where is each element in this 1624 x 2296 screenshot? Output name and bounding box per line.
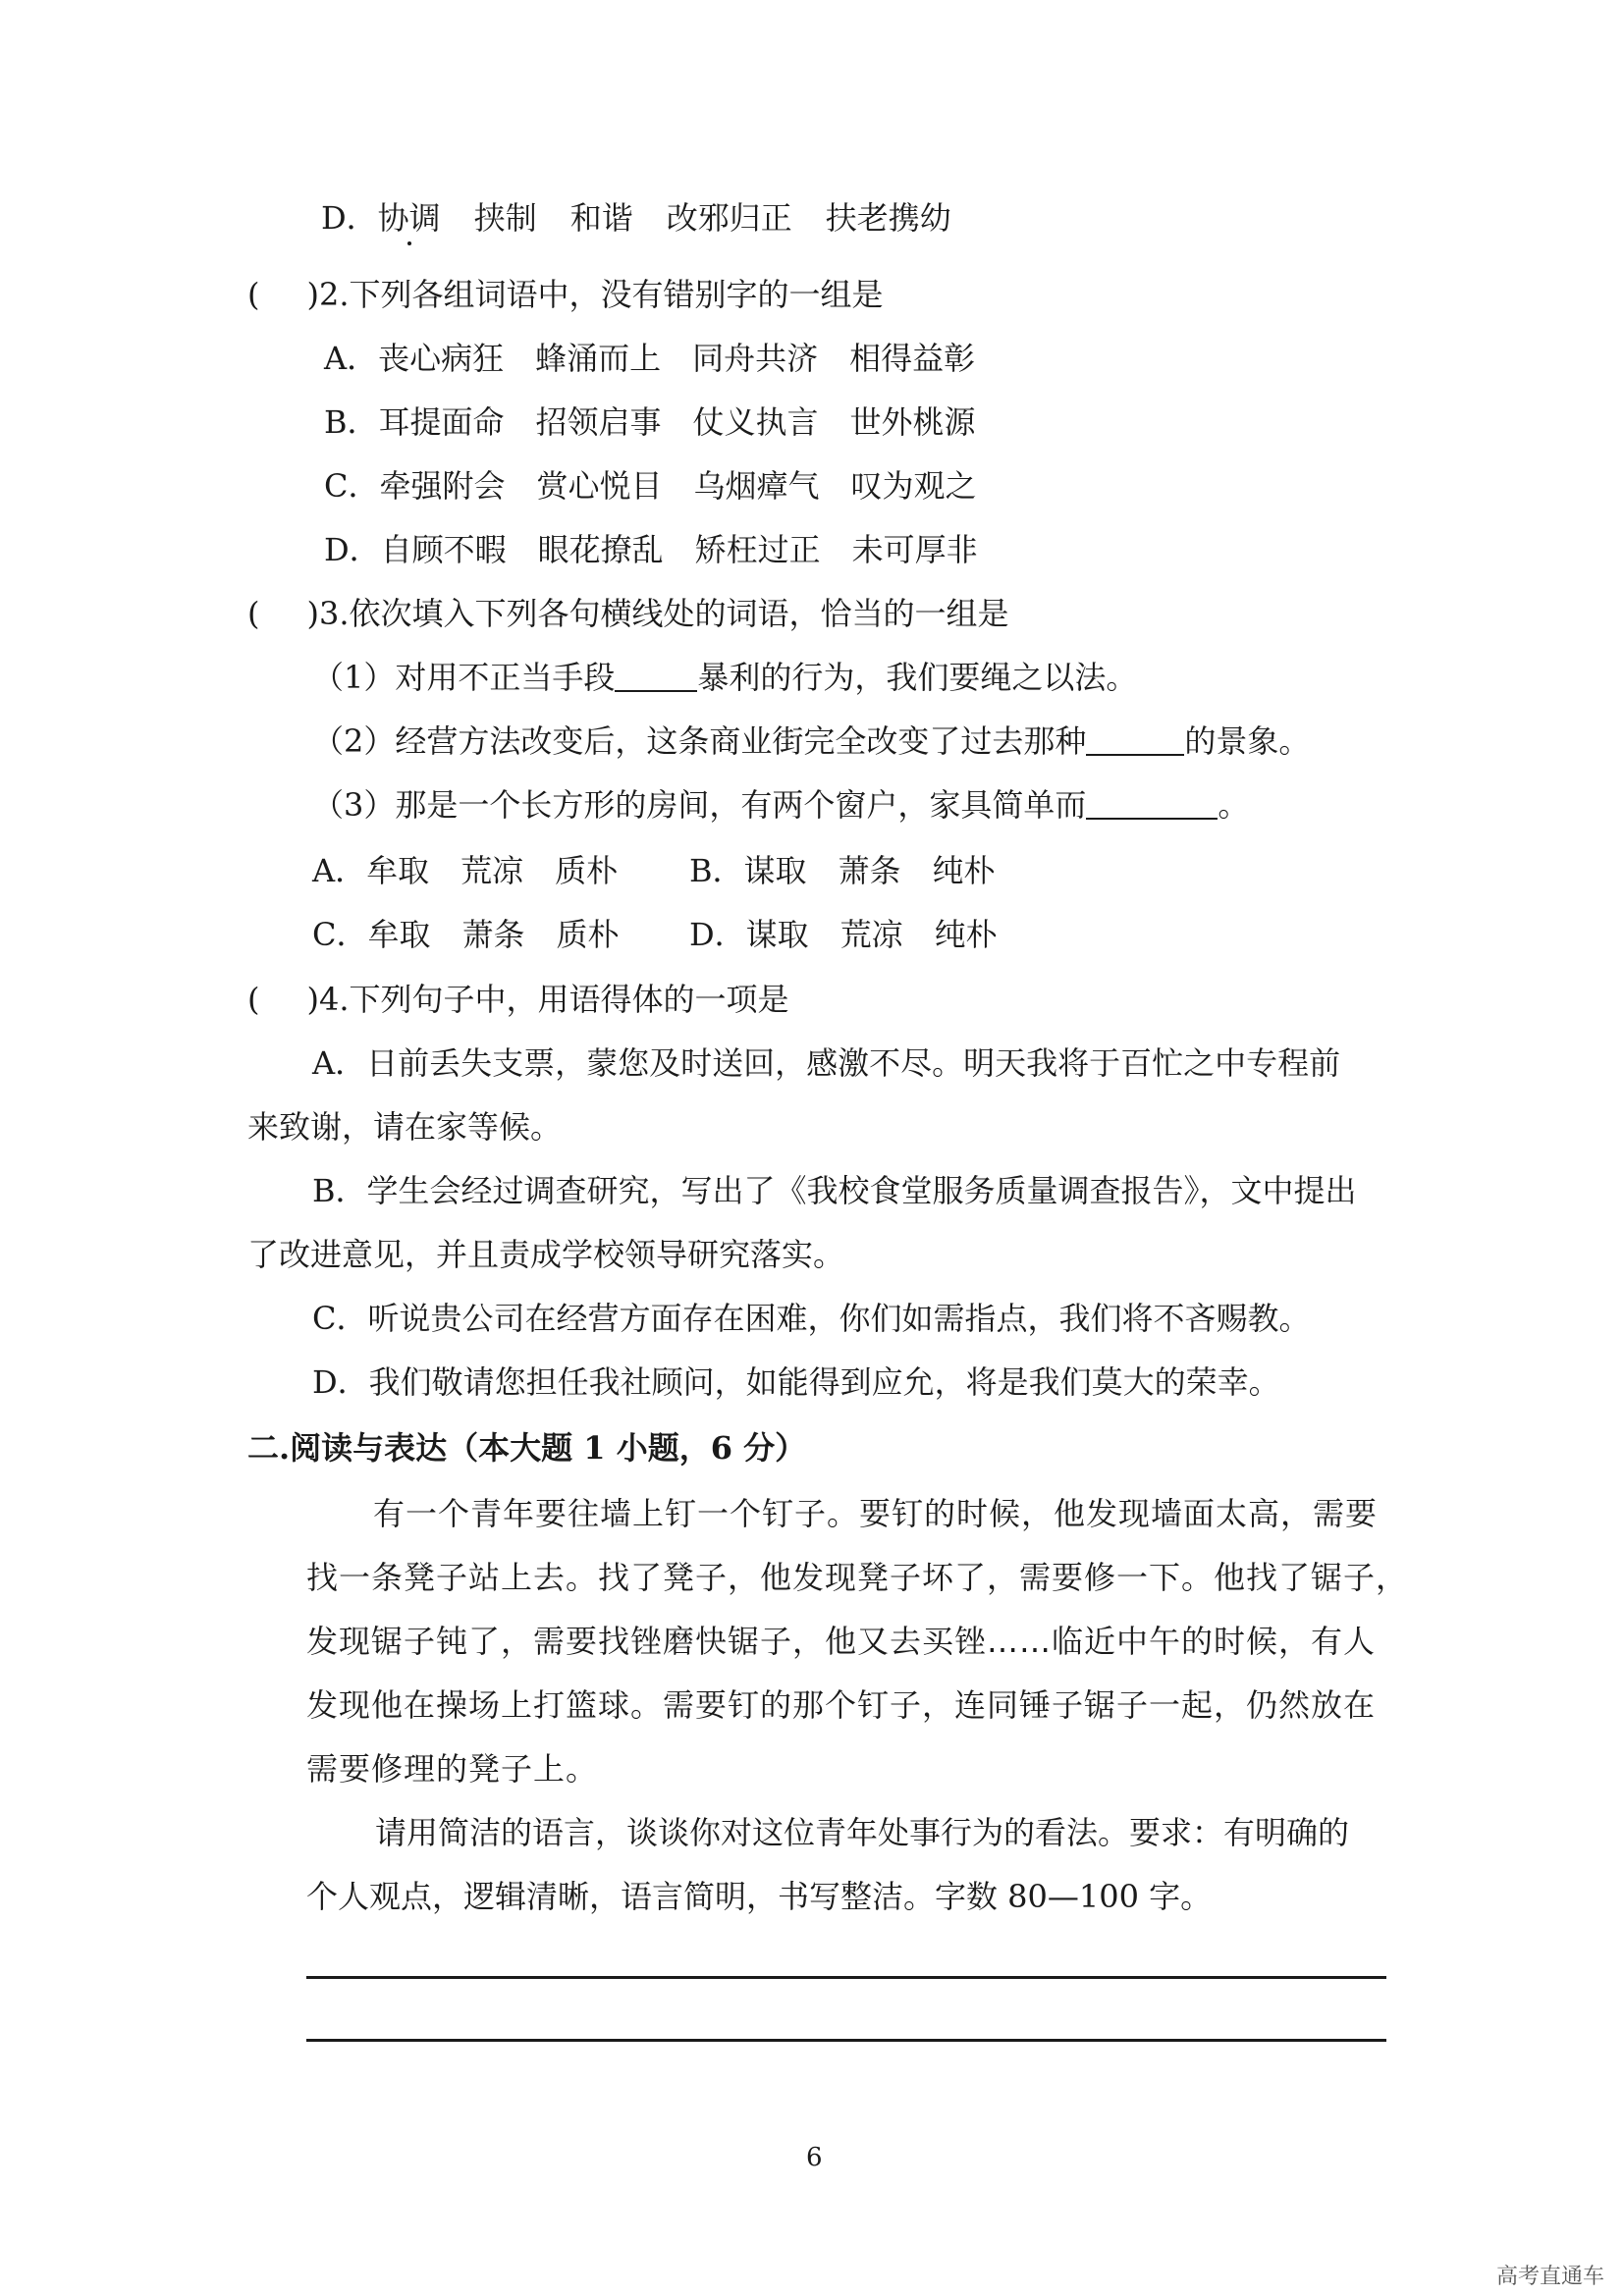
watermark-text: 高考直通车: [1495, 2265, 1604, 2289]
q2-stem: [247, 275, 884, 314]
answer-writing-line[interactable]: [306, 2039, 1386, 2042]
q4-option-b-line1: B．学生会经过调查研究，写出了《我校食堂服务质量调查报告》，文中提出: [312, 1172, 1357, 1209]
q4-option-a-line2: 来致谢，请在家等候。: [247, 1108, 563, 1146]
q3-option-d: D．谋取 荒凉 纯朴: [689, 916, 998, 953]
q2-stem-text: 2.下列各组词语中，没有错别字的一组是: [318, 276, 884, 313]
q3-option-b: B．谋取 萧条 纯朴: [689, 852, 996, 889]
passage-line: 有一个青年要往墙上钉一个钉子。要钉的时候，他发现墙面太高，需要: [373, 1495, 1379, 1532]
page-number: 6: [806, 2143, 823, 2172]
q3-sentence-3: [312, 785, 1249, 825]
answer-paren-open: (: [247, 981, 260, 1018]
q4-stem: [247, 980, 789, 1019]
q1-option-d-word: 和谐: [569, 199, 633, 237]
q1-option-d-word: 挟制: [473, 199, 537, 237]
q1-option-d: [321, 198, 951, 238]
passage-line: 发现锯子钝了，需要找锉磨快锯子，他又去买锉……临近中午的时候，有人: [306, 1623, 1377, 1660]
answer-paren-close: ): [306, 595, 319, 632]
q2-option-c: C．牵强附会 赏心悦目 乌烟瘴气 叹为观之: [324, 467, 977, 505]
q3-sentence-3-post: 。: [1218, 786, 1250, 824]
q1-option-d-word: 协调: [377, 199, 441, 237]
fill-blank: [615, 661, 697, 692]
passage-line: 需要修理的凳子上。: [306, 1750, 599, 1788]
q3-stem-text: 3.依次填入下列各句横线处的词语，恰当的一组是: [318, 595, 1009, 632]
q3-sentence-3-pre: （3）那是一个长方形的房间，有两个窗户，家具简单而: [312, 786, 1087, 824]
q2-option-d: D．自顾不暇 眼花撩乱 矫枉过正 未可厚非: [324, 531, 978, 568]
section-2-title: 二.阅读与表达（本大题 1 小题，6 分）: [247, 1429, 807, 1467]
q4-stem-text: 4.下列句子中，用语得体的一项是: [318, 981, 789, 1018]
passage-line: 找一条凳子站上去。找了凳子，他发现凳子坏了，需要修一下。他找了锯子，: [306, 1559, 1409, 1596]
q3-stem: [247, 594, 1009, 633]
writing-prompt-line1: 请用简洁的语言，谈谈你对这位青年处事行为的看法。要求：有明确的: [375, 1814, 1350, 1851]
q3-sentence-2: [312, 721, 1310, 761]
answer-paren-close: ): [306, 276, 319, 313]
fill-blank: [1086, 788, 1218, 820]
q4-option-a-line1: A．日前丢失支票，蒙您及时送回，感激不尽。明天我将于百忙之中专程前: [312, 1044, 1341, 1082]
q3-option-c: C．牟取 萧条 质朴: [312, 916, 620, 953]
answer-paren-close: ): [306, 981, 319, 1018]
q1-option-d-label: D．: [321, 199, 378, 237]
q3-sentence-2-post: 的景象。: [1184, 722, 1311, 760]
q3-option-a: A．牟取 荒凉 质朴: [312, 852, 619, 889]
answer-paren-open: (: [247, 595, 260, 632]
q3-sentence-1: [312, 658, 1137, 697]
q4-option-d: D．我们敬请您担任我社顾问，如能得到应允，将是我们莫大的荣幸。: [312, 1363, 1280, 1401]
q1-option-d-word: 改邪归正: [666, 199, 792, 237]
passage-line: 发现他在操场上打篮球。需要钉的那个钉子，连同锤子锯子一起，仍然放在: [306, 1686, 1377, 1724]
q2-option-a: A．丧心病狂 蜂涌而上 同舟共济 相得益彰: [324, 340, 976, 377]
q4-option-b-line2: 了改进意见，并且责成学校领导研究落实。: [247, 1236, 845, 1273]
writing-prompt-line2: 个人观点，逻辑清晰，语言简明，书写整洁。字数 80—100 字。: [306, 1878, 1213, 1915]
fill-blank: [1086, 724, 1184, 756]
answer-writing-line[interactable]: [306, 1976, 1386, 1979]
answer-paren-open: (: [247, 276, 260, 313]
q4-option-c: C．听说贵公司在经营方面存在困难，你们如需指点，我们将不吝赐教。: [312, 1300, 1311, 1337]
q3-sentence-1-post: 暴利的行为，我们要绳之以法。: [697, 659, 1138, 696]
q2-option-b: B．耳提面命 招领启事 仗义执言 世外桃源: [324, 403, 976, 441]
q3-sentence-1-pre: （1）对用不正当手段: [312, 659, 616, 696]
q1-option-d-word: 扶老携幼: [825, 199, 951, 237]
q3-sentence-2-pre: （2）经营方法改变后，这条商业街完全改变了过去那种: [312, 722, 1087, 760]
